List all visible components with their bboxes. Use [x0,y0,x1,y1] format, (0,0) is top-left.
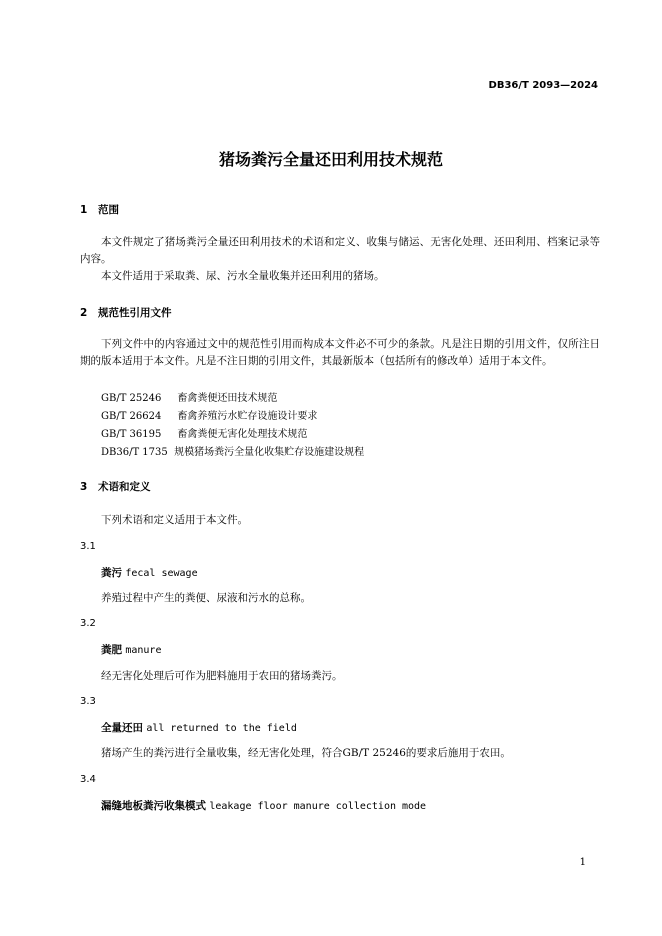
document-title: 猪场粪污全量还田利用技术规范 [218,150,443,169]
reference-name: 畜禽粪便无害化处理技术规范 [177,429,308,440]
term-english: all returned to the field [146,723,297,734]
scope-paragraph-2: 本文件适用于采取粪、尿、污水全量收集并还田利用的猪场。 [101,270,385,282]
term-chinese: 全量还田 [101,722,143,734]
term-definition: 养殖过程中产生的粪便、尿液和污水的总称。 [101,592,311,604]
reference-code: GB/T 25246 [101,393,162,404]
references-intro-paragraph: 下列文件中的内容通过文中的规范性引用而构成本文件必不可少的条款。凡是注日期的引用文件，仅所注日期的版本适用于本文件。凡是不注日期的引用文件，其最新版本（包括所有的修改单）适用于本文件。 [80,338,600,367]
section-heading-terms [80,479,151,494]
standard-number: DB36/T 2093—2024 [488,80,598,91]
reference-code: GB/T 26624 [101,411,162,422]
term-entry [101,642,161,657]
term-definition: 经无害化处理后可作为肥料施用于农田的猪场粪污。 [101,670,343,682]
term-number: 3.2 [80,618,96,629]
section-title: 规范性引用文件 [98,307,172,319]
term-definition: 猪场产生的粪污进行全量收集，经无害化处理，符合GB/T 25246的要求后施用于农田。 [101,747,511,759]
term-number: 3.3 [80,696,96,707]
reference-name: 规模猪场粪污全量化收集贮存设施建设规程 [174,447,365,458]
reference-item [101,425,307,440]
reference-code: DB36/T 1735 [101,447,168,458]
section-heading-scope [80,202,119,217]
reference-name: 畜禽养殖污水贮存设施设计要求 [177,411,318,422]
term-english: leakage floor manure collection mode [209,801,427,812]
term-number: 3.1 [80,541,96,552]
section-number: 2 [80,307,88,319]
term-chinese: 漏缝地板粪污收集模式 [101,800,206,812]
term-english: fecal sewage [125,568,198,579]
term-entry [101,720,297,735]
section-number: 1 [80,204,88,216]
reference-item [101,407,317,422]
section-number: 3 [80,481,88,493]
page-number: 1 [579,857,586,868]
reference-name: 畜禽粪便还田技术规范 [177,393,278,404]
section-title: 范围 [98,204,119,216]
reference-item [101,443,364,458]
section-heading-normative-references [80,305,172,320]
reference-code: GB/T 36195 [101,429,162,440]
term-entry [101,565,198,580]
section-title: 术语和定义 [98,481,151,493]
terms-intro-paragraph: 下列术语和定义适用于本文件。 [101,514,248,526]
term-english: manure [125,645,162,656]
term-chinese: 粪肥 [101,644,122,656]
scope-paragraph-1: 本文件规定了猪场粪污全量还田利用技术的术语和定义、收集与储运、无害化处理、还田利用、档案记录等内容。 [80,236,600,265]
term-entry [101,798,426,813]
term-number: 3.4 [80,774,96,785]
reference-item [101,389,277,404]
term-chinese: 粪污 [101,567,122,579]
